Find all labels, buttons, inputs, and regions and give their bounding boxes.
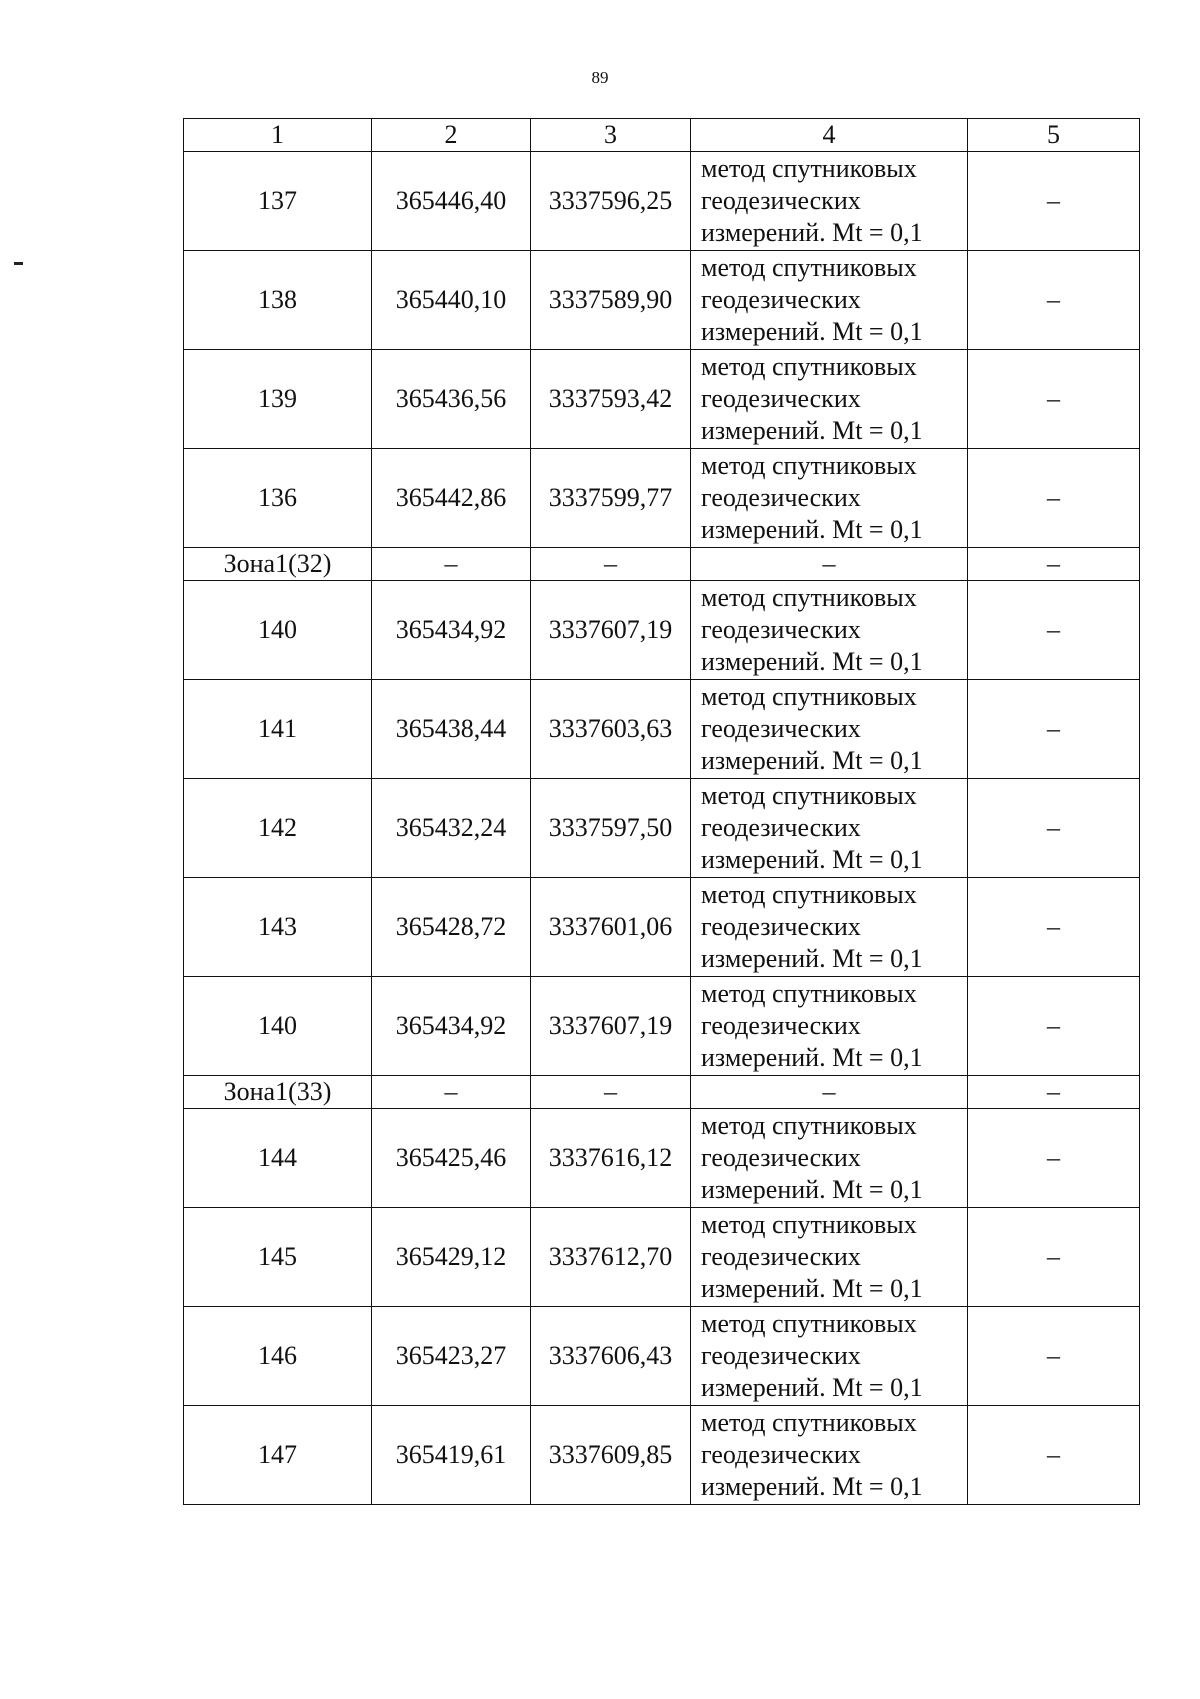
method-text-line: измерений. Mt = 0,1 xyxy=(701,416,923,445)
point-id-cell: 141 xyxy=(184,680,372,779)
x-coordinate-cell: 365436,56 xyxy=(372,350,531,449)
table-row xyxy=(184,152,1140,251)
method-cell xyxy=(691,1307,968,1406)
x-coordinate-cell: 365446,40 xyxy=(372,152,531,251)
note-cell: – xyxy=(968,878,1140,977)
table-row xyxy=(184,1307,1140,1406)
method-text-line: метод спутниковых xyxy=(701,880,917,909)
method-text-line: – xyxy=(822,1077,836,1106)
x-coordinate-cell: – xyxy=(372,1076,531,1109)
note-cell: – xyxy=(968,680,1140,779)
note-cell: – xyxy=(968,449,1140,548)
method-text-line: метод спутниковых xyxy=(701,1309,917,1338)
method-text-line: измерений. Mt = 0,1 xyxy=(701,1175,923,1204)
x-coordinate-cell: 365428,72 xyxy=(372,878,531,977)
y-coordinate-cell: 3337599,77 xyxy=(531,449,691,548)
method-text-line: геодезических xyxy=(701,615,861,644)
table-row xyxy=(184,350,1140,449)
method-text-line: измерений. Mt = 0,1 xyxy=(701,845,923,874)
method-text-line: метод спутниковых xyxy=(701,451,917,480)
note-cell: – xyxy=(968,1208,1140,1307)
method-text-line: геодезических xyxy=(701,483,861,512)
coordinates-table xyxy=(183,118,1140,1505)
y-coordinate-cell: 3337607,19 xyxy=(531,977,691,1076)
note-cell: – xyxy=(968,581,1140,680)
method-text-line: метод спутниковых xyxy=(701,1111,917,1140)
table-row xyxy=(184,1208,1140,1307)
x-coordinate-cell: 365432,24 xyxy=(372,779,531,878)
table-header-row xyxy=(184,119,1140,152)
x-coordinate-cell: 365419,61 xyxy=(372,1406,531,1505)
scan-artifact-mark xyxy=(14,262,23,265)
x-coordinate-cell: 365442,86 xyxy=(372,449,531,548)
method-text-line: метод спутниковых xyxy=(701,1210,917,1239)
method-cell xyxy=(691,449,968,548)
method-text-line: – xyxy=(822,549,836,578)
point-id-cell: 143 xyxy=(184,878,372,977)
method-text-line: геодезических xyxy=(701,384,861,413)
x-coordinate-cell: 365440,10 xyxy=(372,251,531,350)
method-text-line: измерений. Mt = 0,1 xyxy=(701,944,923,973)
method-text-line: измерений. Mt = 0,1 xyxy=(701,647,923,676)
note-cell: – xyxy=(968,779,1140,878)
table-row xyxy=(184,977,1140,1076)
method-text-line: метод спутниковых xyxy=(701,781,917,810)
y-coordinate-cell: 3337607,19 xyxy=(531,581,691,680)
method-text-line: измерений. Mt = 0,1 xyxy=(701,515,923,544)
method-text-line: измерений. Mt = 0,1 xyxy=(701,1472,923,1501)
point-id-cell: 140 xyxy=(184,581,372,680)
table-row xyxy=(184,680,1140,779)
y-coordinate-cell: 3337593,42 xyxy=(531,350,691,449)
method-text-line: измерений. Mt = 0,1 xyxy=(701,1043,923,1072)
point-id-cell: 145 xyxy=(184,1208,372,1307)
y-coordinate-cell: – xyxy=(531,1076,691,1109)
note-cell: – xyxy=(968,548,1140,581)
method-cell xyxy=(691,1109,968,1208)
y-coordinate-cell: 3337609,85 xyxy=(531,1406,691,1505)
method-text-line: измерений. Mt = 0,1 xyxy=(701,746,923,775)
method-cell xyxy=(691,350,968,449)
method-cell xyxy=(691,779,968,878)
y-coordinate-cell: 3337597,50 xyxy=(531,779,691,878)
point-id-cell: 136 xyxy=(184,449,372,548)
method-text-line: геодезических xyxy=(701,1242,861,1271)
note-cell: – xyxy=(968,251,1140,350)
method-text-line: метод спутниковых xyxy=(701,154,917,183)
page-number: 89 xyxy=(591,68,609,87)
x-coordinate-cell: 365423,27 xyxy=(372,1307,531,1406)
x-coordinate-cell: 365434,92 xyxy=(372,977,531,1076)
point-id-cell: 139 xyxy=(184,350,372,449)
method-cell xyxy=(691,878,968,977)
method-cell xyxy=(691,548,968,581)
method-text-line: геодезических xyxy=(701,1440,861,1469)
note-cell: – xyxy=(968,1307,1140,1406)
point-id-cell: 147 xyxy=(184,1406,372,1505)
column-header: 5 xyxy=(968,119,1140,152)
x-coordinate-cell: 365429,12 xyxy=(372,1208,531,1307)
method-cell xyxy=(691,581,968,680)
method-cell xyxy=(691,152,968,251)
table-row xyxy=(184,251,1140,350)
method-text-line: измерений. Mt = 0,1 xyxy=(701,1274,923,1303)
column-header: 2 xyxy=(372,119,531,152)
table-row xyxy=(184,1406,1140,1505)
zone-row xyxy=(184,548,1140,581)
zone-label-cell: Зона1(33) xyxy=(184,1076,372,1109)
method-cell xyxy=(691,1076,968,1109)
x-coordinate-cell: 365434,92 xyxy=(372,581,531,680)
y-coordinate-cell: – xyxy=(531,548,691,581)
y-coordinate-cell: 3337606,43 xyxy=(531,1307,691,1406)
table-row xyxy=(184,449,1140,548)
method-text-line: геодезических xyxy=(701,1341,861,1370)
note-cell: – xyxy=(968,977,1140,1076)
y-coordinate-cell: 3337616,12 xyxy=(531,1109,691,1208)
point-id-cell: 146 xyxy=(184,1307,372,1406)
point-id-cell: 137 xyxy=(184,152,372,251)
method-text-line: геодезических xyxy=(701,186,861,215)
x-coordinate-cell: 365425,46 xyxy=(372,1109,531,1208)
method-text-line: метод спутниковых xyxy=(701,583,917,612)
method-text-line: геодезических xyxy=(701,813,861,842)
point-id-cell: 138 xyxy=(184,251,372,350)
method-text-line: метод спутниковых xyxy=(701,979,917,1008)
method-text-line: геодезических xyxy=(701,714,861,743)
method-text-line: метод спутниковых xyxy=(701,352,917,381)
method-text-line: измерений. Mt = 0,1 xyxy=(701,218,923,247)
method-text-line: геодезических xyxy=(701,1011,861,1040)
method-text-line: геодезических xyxy=(701,912,861,941)
table-row xyxy=(184,581,1140,680)
method-cell xyxy=(691,680,968,779)
table-body xyxy=(184,119,1140,1505)
note-cell: – xyxy=(968,350,1140,449)
method-text-line: метод спутниковых xyxy=(701,1408,917,1437)
column-header: 1 xyxy=(184,119,372,152)
point-id-cell: 142 xyxy=(184,779,372,878)
method-cell xyxy=(691,977,968,1076)
y-coordinate-cell: 3337601,06 xyxy=(531,878,691,977)
table-row xyxy=(184,1109,1140,1208)
x-coordinate-cell: 365438,44 xyxy=(372,680,531,779)
y-coordinate-cell: 3337612,70 xyxy=(531,1208,691,1307)
method-text-line: геодезических xyxy=(701,285,861,314)
method-text-line: геодезических xyxy=(701,1143,861,1172)
method-text-line: метод спутниковых xyxy=(701,253,917,282)
table-row xyxy=(184,878,1140,977)
y-coordinate-cell: 3337589,90 xyxy=(531,251,691,350)
method-cell xyxy=(691,251,968,350)
method-cell xyxy=(691,1208,968,1307)
column-header: 3 xyxy=(531,119,691,152)
note-cell: – xyxy=(968,1076,1140,1109)
table-row xyxy=(184,779,1140,878)
method-text-line: метод спутниковых xyxy=(701,682,917,711)
zone-label-cell: Зона1(32) xyxy=(184,548,372,581)
method-cell xyxy=(691,1406,968,1505)
y-coordinate-cell: 3337603,63 xyxy=(531,680,691,779)
method-text-line: измерений. Mt = 0,1 xyxy=(701,317,923,346)
note-cell: – xyxy=(968,1109,1140,1208)
column-header: 4 xyxy=(691,119,968,152)
point-id-cell: 140 xyxy=(184,977,372,1076)
point-id-cell: 144 xyxy=(184,1109,372,1208)
x-coordinate-cell: – xyxy=(372,548,531,581)
method-text-line: измерений. Mt = 0,1 xyxy=(701,1373,923,1402)
y-coordinate-cell: 3337596,25 xyxy=(531,152,691,251)
zone-row xyxy=(184,1076,1140,1109)
note-cell: – xyxy=(968,152,1140,251)
note-cell: – xyxy=(968,1406,1140,1505)
